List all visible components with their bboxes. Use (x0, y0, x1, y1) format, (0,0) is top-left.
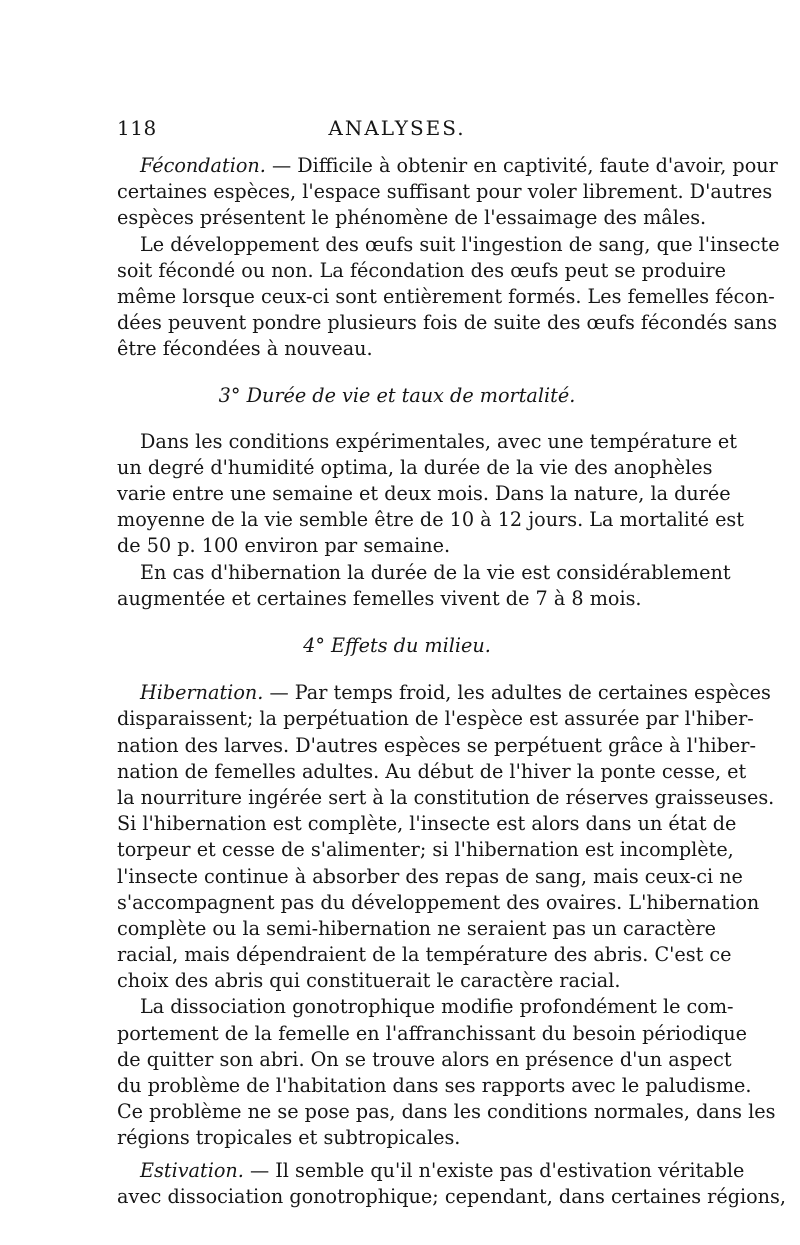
text-line: nation des larves. D'autres espèces se perpétuent grâce à l'hiber- (117, 733, 756, 757)
text-line: En cas d'hibernation la durée de la vie est considérablement (140, 560, 731, 584)
text-line: augmentée et certaines femelles vivent de 7 à 8 mois. (117, 586, 642, 610)
text-line: moyenne de la vie semble être de 10 à 12 jours. La mortalité est (117, 508, 744, 532)
text-line: Si l'hibernation est complète, l'insecte est alors dans un état de (117, 812, 737, 836)
text-line: portement de la femelle en l'affranchissant du besoin périodique (117, 1021, 748, 1045)
text-line: Dans les conditions expérimentales, avec une température et (140, 429, 737, 453)
text-line: Le développement des œufs suit l'ingestion de sang, que l'insecte (140, 232, 780, 256)
text-line: de quitter son abri. On se trouve alors en présence d'un aspect (117, 1047, 732, 1071)
text-line: Fécondation. — Difficile à obtenir en captivité, faute d'avoir, pour (140, 154, 778, 177)
page-header (117, 116, 677, 144)
paragraph-lead: Hibernation. (140, 681, 264, 705)
text-line: s'accompagnent pas du développement des ovaires. L'hibernation (117, 890, 760, 914)
text-line: torpeur et cesse de s'alimenter; si l'hibernation est incomplète, (117, 838, 734, 862)
text-line: certaines espèces, l'espace suffisant pour voler librement. D'autres (117, 180, 773, 204)
text-line: avec dissociation gonotrophique; cependant, dans certaines régions, (117, 1184, 786, 1208)
running-title: ANALYSES. (328, 116, 466, 140)
page-body (117, 153, 786, 1210)
text-line: espèces présentent le phénomène de l'essaimage des mâles. (117, 206, 707, 230)
section-heading-3: 3° Durée de vie et taux de mortalité. (218, 383, 576, 407)
section-heading-4: 4° Effets du milieu. (303, 634, 491, 657)
text-line: varie entre une semaine et deux mois. Dans la nature, la durée (117, 482, 731, 506)
paragraph-lead: Fécondation. (140, 154, 266, 177)
text-line: être fécondées à nouveau. (117, 337, 373, 361)
text-line: la nourriture ingérée sert à la constitution de réserves graisseuses. (117, 785, 775, 809)
text-line: racial, mais dépendraient de la température des abris. C'est ce (117, 943, 732, 967)
text-line: nation de femelles adultes. Au début de l'hiver la ponte cesse, et (117, 759, 747, 783)
text-line: Hibernation. — Par temps froid, les adultes de certaines espèces (140, 681, 771, 705)
text-line: Ce problème ne se pose pas, dans les conditions normales, dans les (117, 1100, 776, 1124)
text-line: dées peuvent pondre plusieurs fois de suite des œufs fécondés sans (117, 311, 778, 335)
text-line: l'insecte continue à absorber des repas de sang, mais ceux-ci ne (117, 864, 743, 888)
text-line: du problème de l'habitation dans ses rapports avec le paludisme. (117, 1074, 752, 1097)
text-line: Estivation. — Il semble qu'il n'existe pas d'estivation véritable (140, 1158, 745, 1182)
text-line: soit fécondé ou non. La fécondation des œufs peut se produire (117, 258, 727, 282)
text-line: même lorsque ceux-ci sont entièrement formés. Les femelles fécon- (117, 284, 775, 308)
text-line: disparaissent; la perpétuation de l'espèce est assurée par l'hiber- (117, 707, 754, 731)
text-line: un degré d'humidité optima, la durée de la vie des anophèles (117, 455, 713, 479)
text-line: choix des abris qui constituerait le caractère racial. (117, 969, 621, 993)
paragraph-lead: Estivation. (140, 1158, 244, 1182)
text-line: La dissociation gonotrophique modifie profondément le com- (140, 995, 734, 1019)
text-line: complète ou la semi-hibernation ne seraient pas un caractère (117, 916, 716, 940)
text-line: régions tropicales et subtropicales. (117, 1126, 461, 1150)
page-number: 118 (117, 116, 157, 140)
text-line: de 50 p. 100 environ par semaine. (117, 534, 451, 558)
